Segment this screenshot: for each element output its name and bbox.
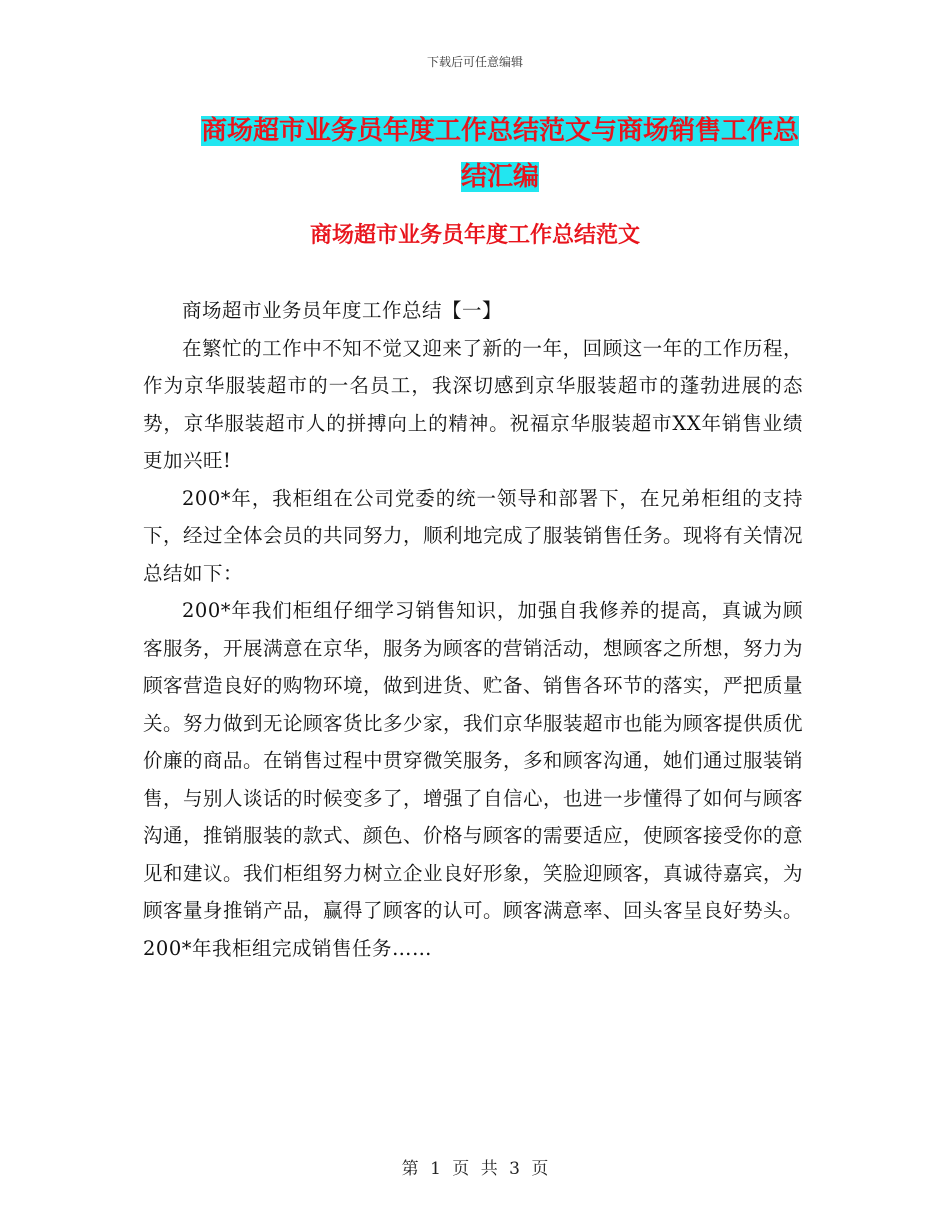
document-body bbox=[143, 292, 803, 967]
section-heading: 商场超市业务员年度工作总结范文 bbox=[309, 223, 640, 248]
document-title-line-1: 商场超市业务员年度工作总结范文与商场销售工作总 bbox=[200, 116, 799, 146]
header-note: 下载后可任意编辑 bbox=[426, 55, 523, 69]
paragraph-subheading: 商场超市业务员年度工作总结【一】 bbox=[182, 299, 503, 322]
paragraph: 200*年我们柜组仔细学习销售知识，加强自我修养的提高，真诚为顾客服务，开展满意在京华，服务为顾客的营销活动，想顾客之所想，努力为顾客营造良好的购物环境，做到进货、贮备、销售各环节的落实，严把质量关。努力做到无论顾客货比多少家，我们京华服装超市也能为顾客提供质优价廉的商品。在销售过程中贯穿微笑服务，多和顾客沟通，她们通过服装销售，与别人谈话的时候变多了，增强了自信心，也进一步懂得了如何与顾客沟通，推销服装的款式、颜色、价格与顾客的需要适应，使顾客接受你的意见和建议。我们柜组努力树立企业良好形象，笑脸迎顾客，真诚待嘉宾，为顾客量身推销产品，赢得了顾客的认可。顾客满意率、回头客呈良好势头。200*年我柜组完成销售任务…… bbox=[143, 599, 804, 960]
page-number-footer: 第 1 页 共 3 页 bbox=[401, 1159, 549, 1179]
document-title-line-2: 结汇编 bbox=[460, 162, 539, 192]
document-title bbox=[140, 108, 860, 200]
paragraph: 在繁忙的工作中不知不觉又迎来了新的一年，回顾这一年的工作历程，作为京华服装超市的一名员工，我深切感到京华服装超市的蓬勃进展的态势，京华服装超市人的拼搏向上的精神。祝福京华服装超市XX年销售业绩更加兴旺! bbox=[143, 336, 803, 472]
paragraph: 200*年，我柜组在公司党委的统一领导和部署下，在兄弟柜组的支持下，经过全体会员的共同努力，顺利地完成了服装销售任务。现将有关情况总结如下： bbox=[143, 486, 804, 585]
